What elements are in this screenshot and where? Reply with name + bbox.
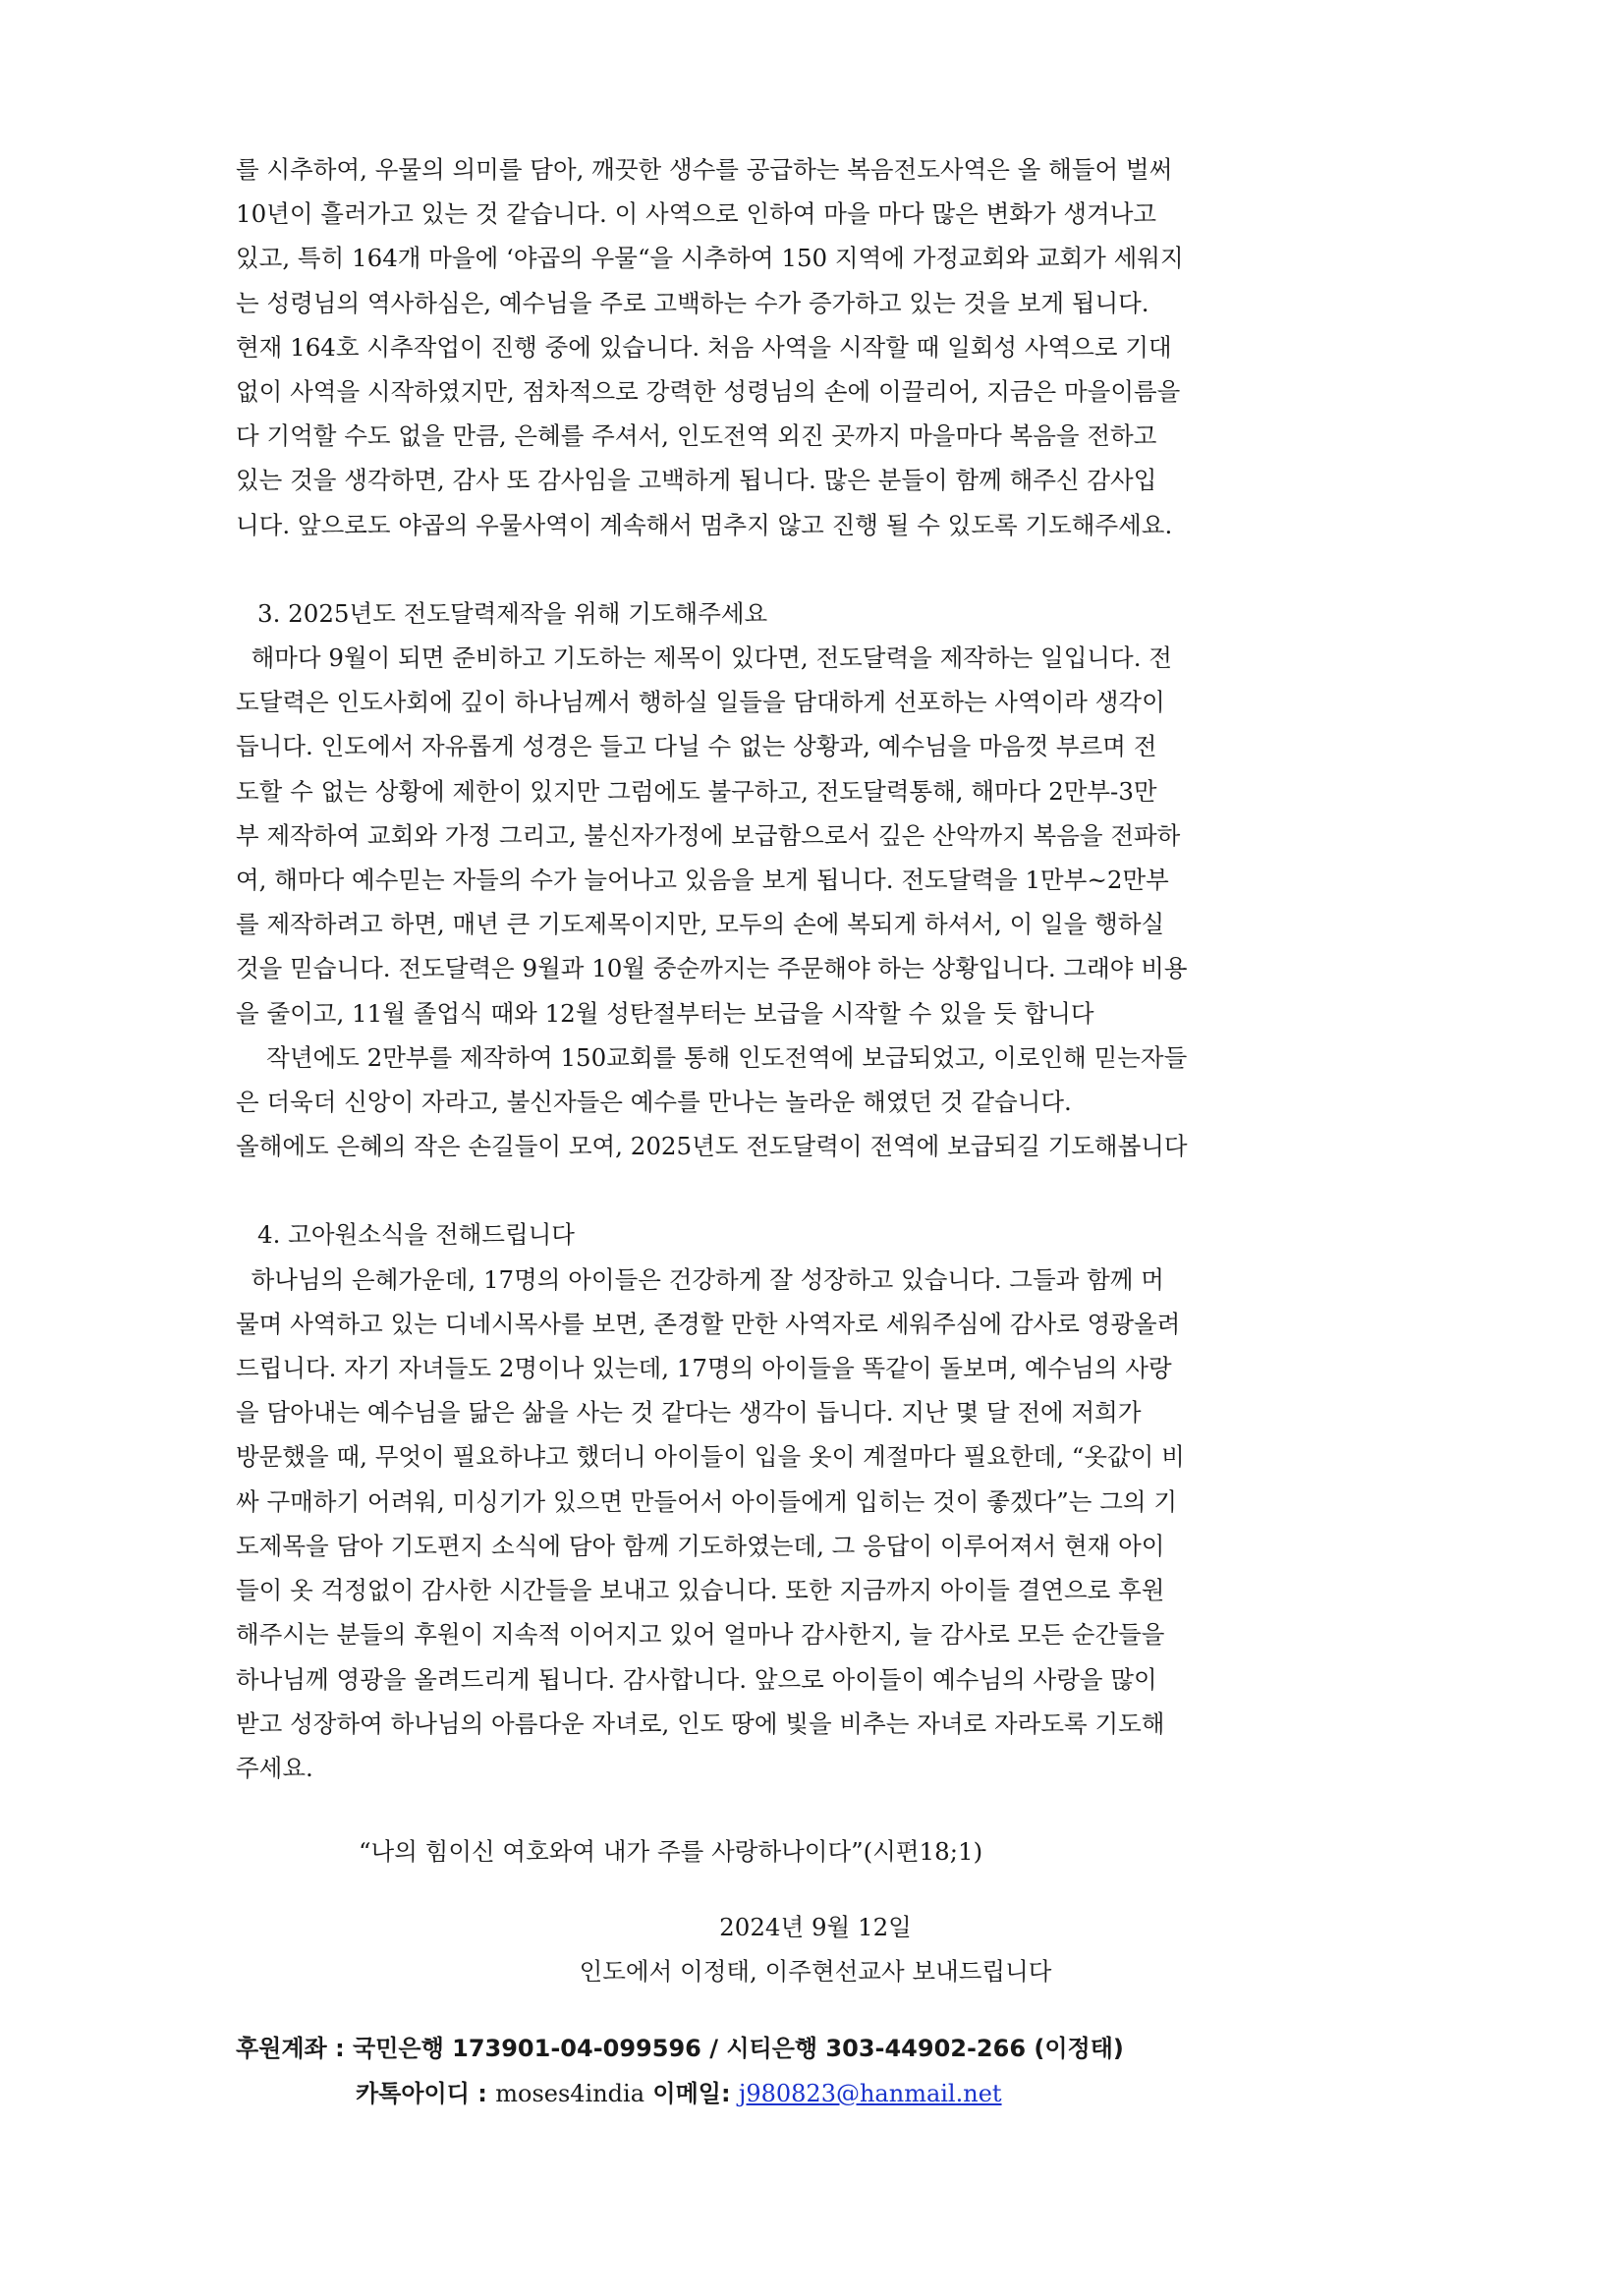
- text-line: 해마다 9월이 되면 준비하고 기도하는 제목이 있다면, 전도달력을 제작하는 일입니다. 전: [236, 644, 1172, 673]
- section3-heading: 3. 2025년도 전도달력제작을 위해 기도해주세요: [257, 598, 768, 628]
- text-line: 없이 사역을 시작하였지만, 점차적으로 강력한 성령님의 손에 이끌리어, 지금은 마을이름을: [236, 377, 1181, 407]
- text-line: 있는 것을 생각하면, 감사 또 감사임을 고백하게 됩니다. 많은 분들이 함께 해주신 감사입: [236, 466, 1157, 495]
- text-line: 10년이 흘러가고 있는 것 같습니다. 이 사역으로 인하여 마을 마다 많은 변화가 생겨나고: [236, 199, 1157, 229]
- text-line: 것을 믿습니다. 전도달력은 9월과 10월 중순까지는 주문해야 하는 상황입니다. 그래야 비용: [236, 954, 1188, 983]
- section4-body: [236, 1258, 1395, 1790]
- text-line: 하나님께 영광을 올려드리게 됩니다. 감사합니다. 앞으로 아이들이 예수님의 사랑을 많이: [236, 1664, 1157, 1694]
- text-line: 을 줄이고, 11월 졸업식 때와 12월 성탄절부터는 보급을 시작할 수 있을 듯 합니다: [236, 998, 1094, 1028]
- email-link[interactable]: j980823@hanmail.net: [738, 2080, 1002, 2107]
- text-line: 도달력은 인도사회에 깊이 하나님께서 행하실 일들을 담대하게 선포하는 사역이라 생각이: [236, 688, 1165, 717]
- scripture-quote: “나의 힘이신 여호와여 내가 주를 사랑하나이다”(시편18;1): [359, 1837, 983, 1867]
- letter-body: [236, 147, 1395, 1993]
- text-line: 은 더욱더 신앙이 자라고, 불신자들은 예수를 만나는 놀라운 해였던 것 같습니다.: [236, 1088, 1072, 1117]
- letter-date: 2024년 9월 12일: [719, 1913, 912, 1942]
- text-line: 들이 옷 걱정없이 감사한 시간들을 보내고 있습니다. 또한 지금까지 아이들 결연으로 후원: [236, 1576, 1165, 1605]
- text-line: 도할 수 없는 상황에 제한이 있지만 그럼에도 불구하고, 전도달력통해, 해마다 2만부-3만: [236, 776, 1157, 806]
- text-line: 받고 성장하여 하나님의 아름다운 자녀로, 인도 땅에 빛을 비추는 자녀로 자라도록 기도해: [236, 1708, 1165, 1738]
- text-line: 부 제작하여 교회와 가정 그리고, 불신자가정에 보급함으로서 깊은 산악까지 복음을 전파하: [236, 820, 1181, 850]
- text-line: 을 담아내는 예수님을 닮은 삶을 사는 것 같다는 생각이 듭니다. 지난 몇 달 전에 저희가: [236, 1398, 1142, 1428]
- support-info: [236, 2026, 1395, 2116]
- text-line: 여, 해마다 예수믿는 자들의 수가 늘어나고 있음을 보게 됩니다. 전도달력을 1만부~2만부: [236, 866, 1169, 895]
- text-line: 다 기억할 수도 없을 만큼, 은혜를 주셔서, 인도전역 외진 곳까지 마을마다 복음을 전하고: [236, 421, 1157, 451]
- text-line: 도제목을 담아 기도편지 소식에 담아 함께 기도하였는데, 그 응답이 이루어져서 현재 아이: [236, 1531, 1165, 1560]
- text-line: 듭니다. 인도에서 자유롭게 성경은 들고 다닐 수 없는 상황과, 예수님을 마음껏 부르며 전: [236, 732, 1157, 761]
- letter-sender: 인도에서 이정태, 이주현선교사 보내드립니다: [579, 1957, 1052, 1987]
- text-line: 를 시추하여, 우물의 의미를 담아, 깨끗한 생수를 공급하는 복음전도사역은 올 해들어 벌써: [236, 155, 1173, 184]
- text-line: 현재 164호 시추작업이 진행 중에 있습니다. 처음 사역을 시작할 때 일회성 사역으로 기대: [236, 332, 1172, 362]
- text-line: 있고, 특히 164개 마을에 ‘야곱의 우물“을 시추하여 150 지역에 가정교회와 교회가 세워지: [236, 244, 1184, 273]
- text-line: 를 제작하려고 하면, 매년 큰 기도제목이지만, 모두의 손에 복되게 하셔서, 이 일을 행하실: [236, 910, 1165, 939]
- section2-continuation: [236, 147, 1395, 547]
- section4-heading: 4. 고아원소식을 전해드립니다: [257, 1220, 575, 1250]
- text-line: 니다. 앞으로도 야곱의 우물사역이 계속해서 멈추지 않고 진행 될 수 있도록 기도해주세요.: [236, 510, 1173, 539]
- text-line: 올해에도 은혜의 작은 손길들이 모여, 2025년도 전도달력이 전역에 보급되길 기도해봅니다: [236, 1132, 1188, 1161]
- text-line: 는 성령님의 역사하심은, 예수님을 주로 고백하는 수가 증가하고 있는 것을 보게 됩니다.: [236, 288, 1149, 317]
- email-label: 이메일:: [644, 2080, 739, 2107]
- bank-account-line: 후원계좌 : 국민은행 173901-04-099596 / 시티은행 303-44902-266 (이정태): [236, 2035, 1124, 2062]
- text-line: 방문했을 때, 무엇이 필요하냐고 했더니 아이들이 입을 옷이 계절마다 필요한데, “옷값이 비: [236, 1442, 1185, 1472]
- kakao-label: 카톡아이디 :: [356, 2080, 496, 2107]
- contact-line: [236, 2071, 1395, 2116]
- text-line: 작년에도 2만부를 제작하여 150교회를 통해 인도전역에 보급되었고, 이로인해 믿는자들: [236, 1042, 1188, 1072]
- text-line: 드립니다. 자기 자녀들도 2명이나 있는데, 17명의 아이들을 똑같이 돌보며, 예수님의 사랑: [236, 1354, 1172, 1383]
- text-line: 하나님의 은혜가운데, 17명의 아이들은 건강하게 잘 성장하고 있습니다. 그들과 함께 머: [236, 1264, 1164, 1294]
- text-line: 물며 사역하고 있는 디네시목사를 보면, 존경할 만한 사역자로 세워주심에 감사로 영광올려: [236, 1309, 1181, 1338]
- section3-body: [236, 636, 1395, 1168]
- kakao-id: moses4india: [495, 2080, 645, 2107]
- text-line: 주세요.: [236, 1753, 313, 1782]
- text-line: 싸 구매하기 어려워, 미싱기가 있으면 만들어서 아이들에게 입히는 것이 좋겠다”는 그의 기: [236, 1486, 1177, 1516]
- text-line: 해주시는 분들의 후원이 지속적 이어지고 있어 얼마나 감사한지, 늘 감사로 모든 순간들을: [236, 1620, 1165, 1650]
